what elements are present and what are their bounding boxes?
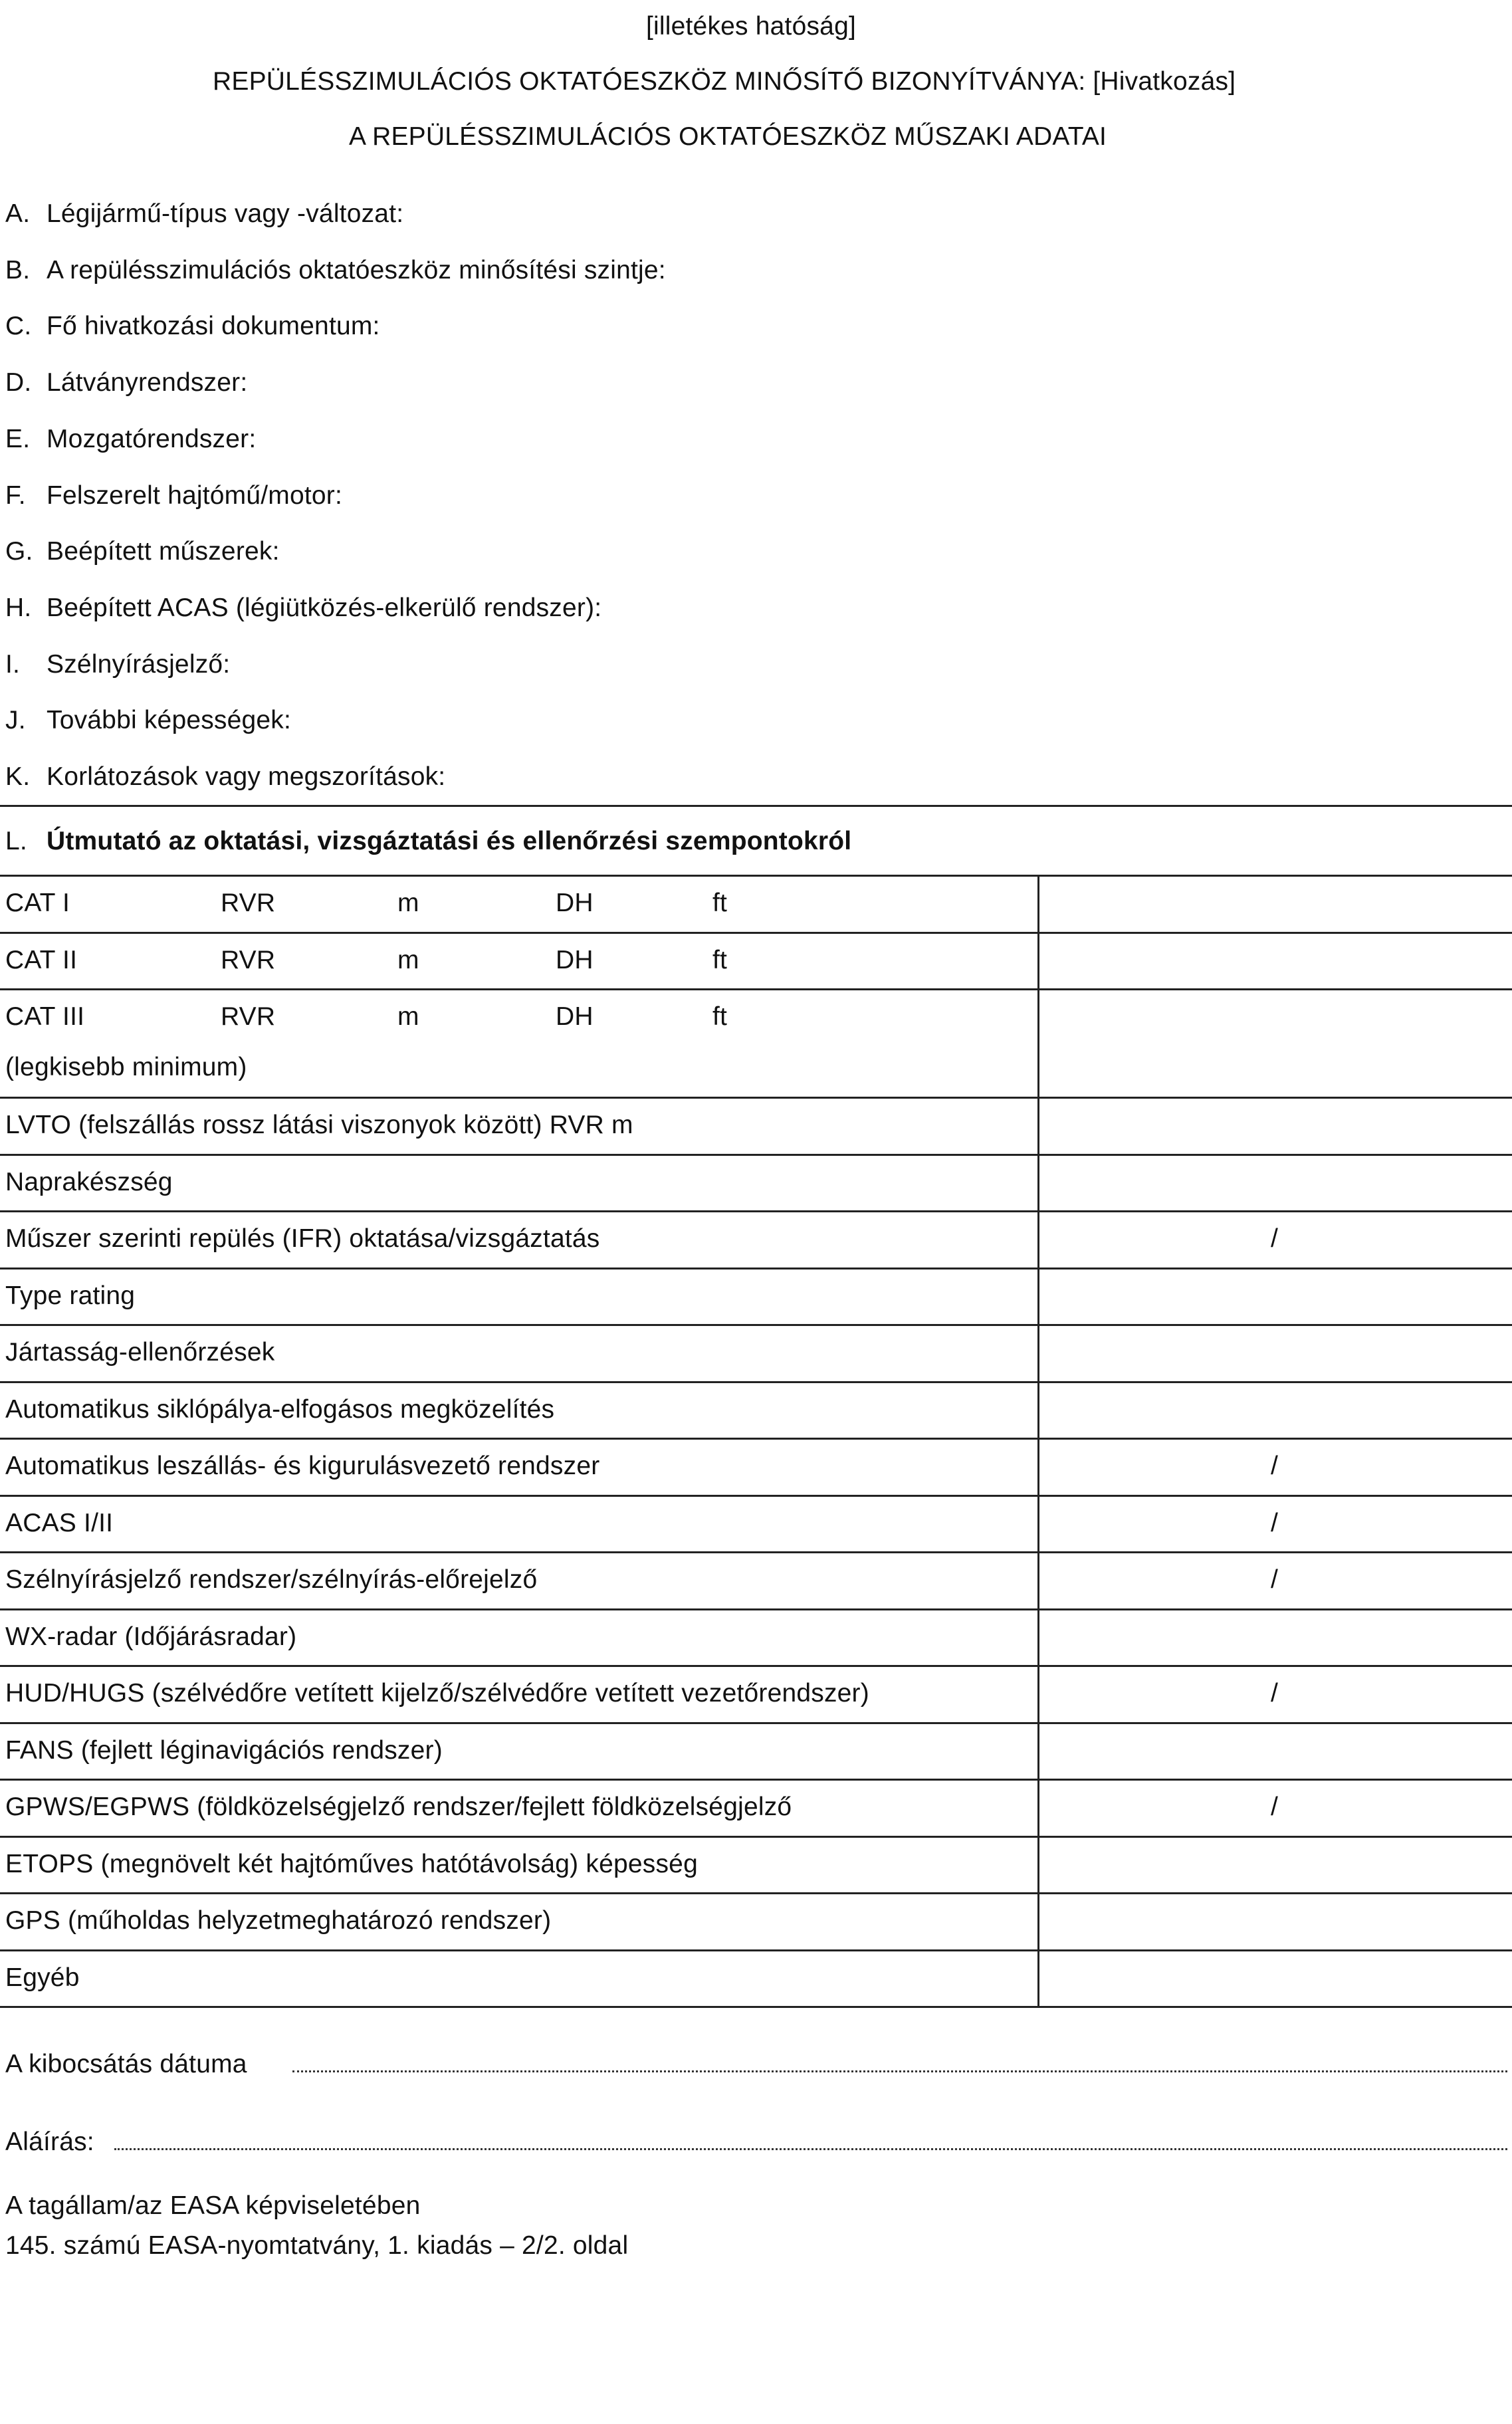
- table-entry-cell[interactable]: [1039, 1267, 1512, 1325]
- table-entry-cell[interactable]: [1039, 1665, 1512, 1722]
- item-letter: F.: [5, 481, 26, 510]
- table-row-label: HUD/HUGS (szélvédőre vetített kijelző/szélvédőre vetített vezetőrendszer): [5, 1679, 869, 1708]
- table-row-label: WX-radar (Időjárásradar): [5, 1622, 297, 1651]
- table-row-separator: /: [1271, 1224, 1279, 1253]
- cat-level: CAT III: [5, 1002, 85, 1031]
- table-row-separator: /: [1271, 1565, 1279, 1594]
- table-row-label: Egyéb: [5, 1963, 80, 1992]
- dh-label: DH: [556, 889, 594, 917]
- item-label: Beépített ACAS (légiütközés-elkerülő rendszer):: [47, 594, 602, 622]
- table-row-label: Jártasság-ellenőrzések: [5, 1338, 275, 1367]
- table-entry-cell[interactable]: [1039, 1779, 1512, 1836]
- table-entry-cell[interactable]: [1039, 1949, 1512, 2007]
- document-title: REPÜLÉSSZIMULÁCIÓS OKTATÓESZKÖZ MINŐSÍTŐ BIZONYÍTVÁNYA: [Hivatkozás]: [213, 67, 1236, 96]
- table-row-separator: /: [1271, 1452, 1279, 1480]
- item-letter: B.: [5, 256, 31, 284]
- table-row-separator: /: [1271, 1793, 1279, 1821]
- item-letter: C.: [5, 312, 32, 340]
- on-behalf-text: A tagállam/az EASA képviseletében: [5, 2191, 421, 2220]
- item-label: Beépített műszerek:: [47, 537, 280, 566]
- item-label: Mozgatórendszer:: [47, 425, 257, 453]
- cat-level: CAT II: [5, 946, 78, 974]
- item-label: Szélnyírásjelző:: [47, 650, 231, 679]
- table-row-label: Type rating: [5, 1281, 136, 1310]
- rvr-unit: m: [397, 889, 419, 917]
- table-entry-cell[interactable]: [1039, 1097, 1512, 1154]
- issue-date-label: A kibocsátás dátuma: [5, 2050, 247, 2078]
- table-row-separator: /: [1271, 1679, 1279, 1708]
- table-row-label: LVTO (felszállás rossz látási viszonyok között) RVR m: [5, 1111, 633, 1139]
- section-divider: [0, 805, 1512, 807]
- rvr-label: RVR: [221, 1002, 276, 1031]
- table-row-label: Naprakészség: [5, 1168, 173, 1196]
- table-entry-cell[interactable]: [1039, 1892, 1512, 1949]
- cat-level: CAT I: [5, 889, 70, 917]
- table-entry-cell[interactable]: [1039, 1154, 1512, 1211]
- item-letter: E.: [5, 425, 31, 453]
- section-l-title: Útmutató az oktatási, vizsgáztatási és ellenőrzési szempontokról: [47, 827, 852, 855]
- table-row-separator: /: [1271, 1509, 1279, 1537]
- rvr-unit: m: [397, 946, 419, 974]
- table-entry-cell[interactable]: [1039, 932, 1512, 989]
- table-entry-cell[interactable]: [1039, 1722, 1512, 1779]
- item-letter: K.: [5, 762, 31, 791]
- item-label: További képességek:: [47, 706, 292, 734]
- dh-unit: ft: [712, 889, 728, 917]
- cat-note: (legkisebb minimum): [5, 1053, 247, 1081]
- item-label: A repülésszimulációs oktatóeszköz minősítési szintje:: [47, 256, 666, 284]
- table-entry-cell[interactable]: [1039, 1495, 1512, 1552]
- item-letter: G.: [5, 537, 33, 566]
- table-entry-cell[interactable]: [1039, 1438, 1512, 1495]
- table-row-label: GPWS/EGPWS (földközelségjelző rendszer/fejlett földközelségjelző: [5, 1793, 792, 1821]
- rvr-label: RVR: [221, 946, 276, 974]
- table-entry-cell[interactable]: [1039, 1210, 1512, 1267]
- table-entry-cell[interactable]: [1039, 988, 1512, 1097]
- rvr-unit: m: [397, 1002, 419, 1031]
- table-row-label: Műszer szerinti repülés (IFR) oktatása/vizsgáztatás: [5, 1224, 600, 1253]
- rvr-label: RVR: [221, 889, 276, 917]
- signature-field[interactable]: [114, 2148, 1507, 2150]
- item-letter: D.: [5, 368, 32, 397]
- dh-unit: ft: [712, 946, 728, 974]
- table-entry-cell[interactable]: [1039, 1381, 1512, 1438]
- table-entry-cell[interactable]: [1039, 875, 1512, 932]
- table-entry-cell[interactable]: [1039, 1324, 1512, 1381]
- table-row-label: Szélnyírásjelző rendszer/szélnyírás-előrejelző: [5, 1565, 538, 1594]
- item-label: Fő hivatkozási dokumentum:: [47, 312, 380, 340]
- table-row-label: Automatikus leszállás- és kigurulásvezető rendszer: [5, 1452, 600, 1480]
- section-l-letter: L.: [5, 827, 27, 855]
- table-entry-cell[interactable]: [1039, 1608, 1512, 1666]
- item-letter: A.: [5, 199, 31, 228]
- table-row-label: ACAS I/II: [5, 1509, 114, 1537]
- table-row-border: [0, 2006, 1512, 2008]
- table-row-label: GPS (műholdas helyzetmeghatározó rendszer): [5, 1906, 552, 1935]
- item-letter: H.: [5, 594, 32, 622]
- table-row-label: ETOPS (megnövelt két hajtóműves hatótávolság) képesség: [5, 1850, 698, 1878]
- item-letter: I.: [5, 650, 21, 679]
- dh-unit: ft: [712, 1002, 728, 1031]
- dh-label: DH: [556, 1002, 594, 1031]
- item-letter: J.: [5, 706, 26, 734]
- table-column-divider: [1037, 875, 1039, 2008]
- item-label: Látványrendszer:: [47, 368, 248, 397]
- document-subtitle: A REPÜLÉSSZIMULÁCIÓS OKTATÓESZKÖZ MŰSZAKI ADATAI: [349, 122, 1107, 151]
- table-row-label: FANS (fejlett léginavigációs rendszer): [5, 1736, 443, 1765]
- item-label: Felszerelt hajtómű/motor:: [47, 481, 342, 510]
- table-entry-cell[interactable]: [1039, 1551, 1512, 1608]
- dh-label: DH: [556, 946, 594, 974]
- table-row-label: Automatikus siklópálya-elfogásos megközelítés: [5, 1395, 555, 1424]
- table-entry-cell[interactable]: [1039, 1836, 1512, 1893]
- authority-placeholder: [illetékes hatóság]: [646, 12, 856, 41]
- signature-label: Aláírás:: [5, 2128, 94, 2156]
- form-reference: 145. számú EASA-nyomtatvány, 1. kiadás – 2/2. oldal: [5, 2231, 629, 2260]
- issue-date-field[interactable]: [292, 2070, 1507, 2072]
- item-label: Korlátozások vagy megszorítások:: [47, 762, 446, 791]
- item-label: Légijármű-típus vagy -változat:: [47, 199, 404, 228]
